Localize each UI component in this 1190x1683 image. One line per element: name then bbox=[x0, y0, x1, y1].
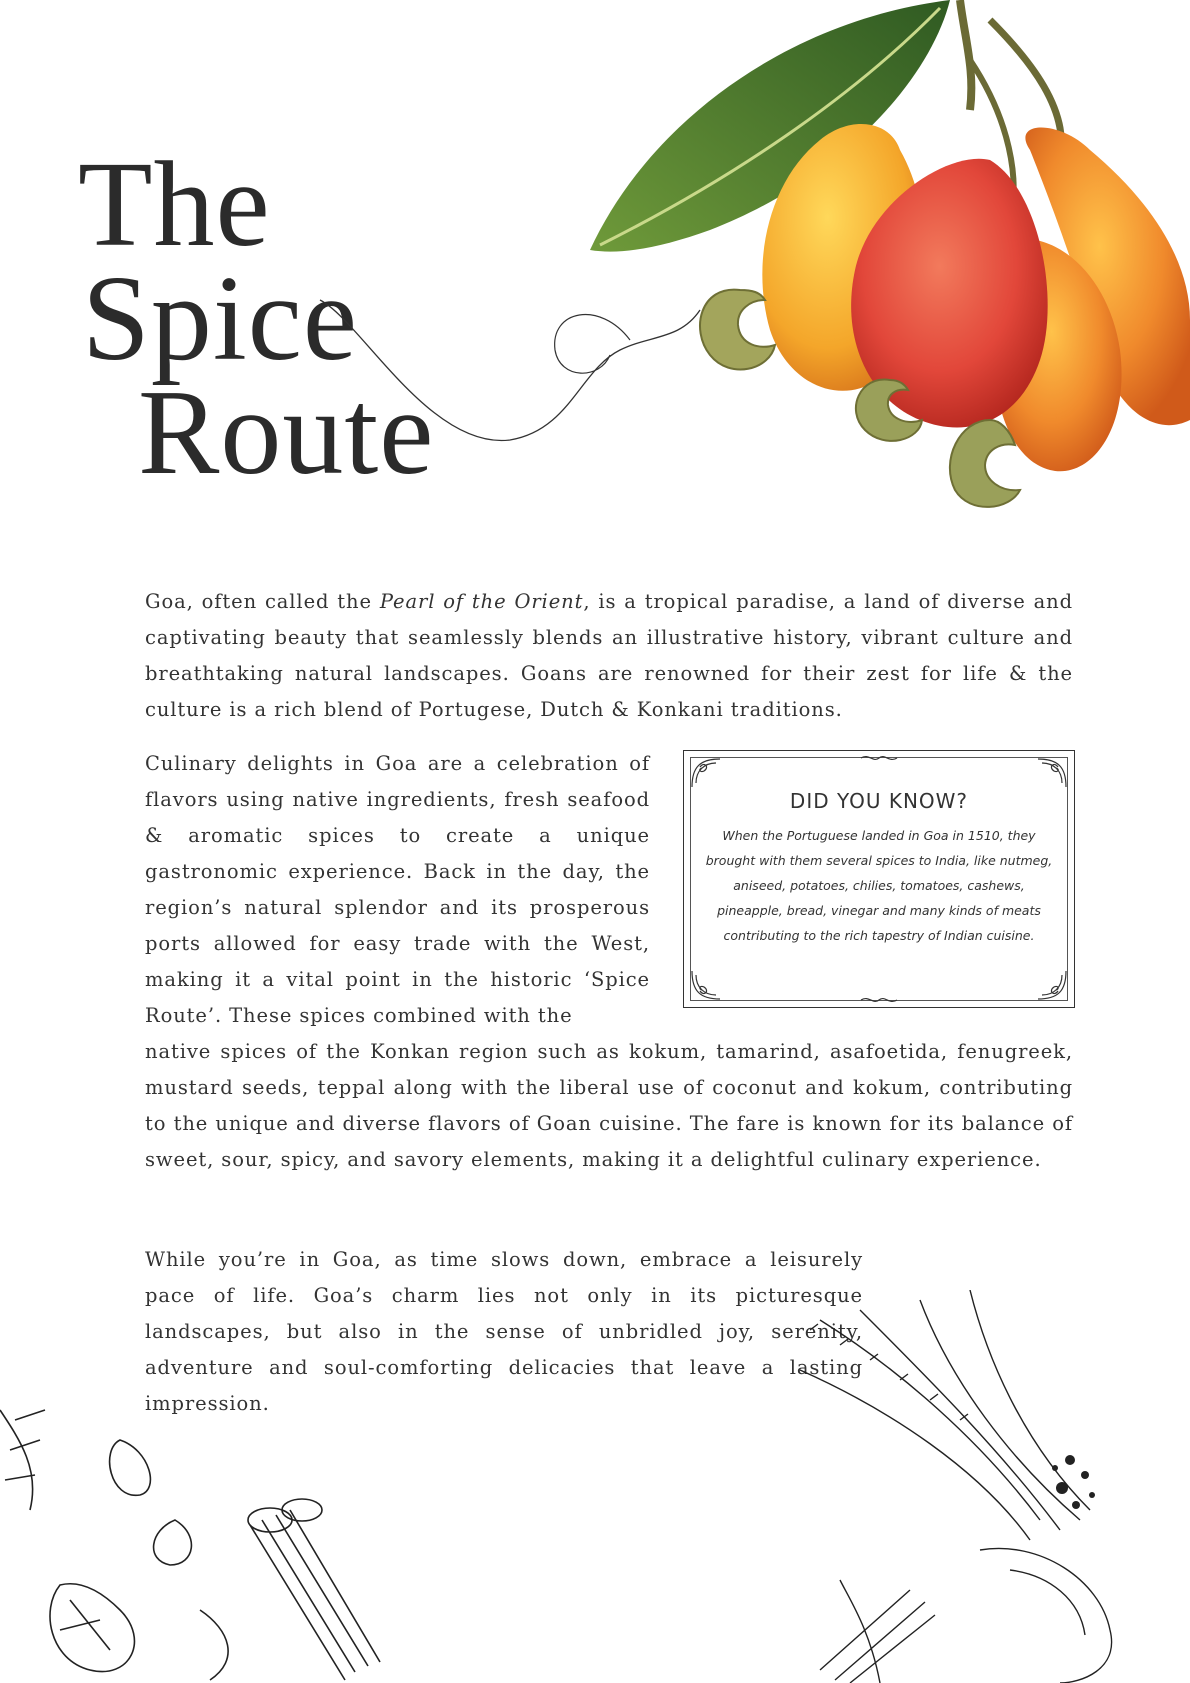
culinary-lead-text: Culinary delights in Goa are a celebration of flavors using native ingredients, fresh seafood & aromatic spices to create a unique gastronomic experience. Back in the day, the region’s natural splendor and its prosperous ports allowed for easy trade with the West, making it a vital point in the historic ‘Spice Route’. These spices combined with the bbox=[145, 752, 650, 1027]
intro-text-start: Goa, often called the bbox=[145, 590, 380, 613]
corner-ornament-icon bbox=[690, 757, 724, 791]
corner-ornament-icon bbox=[690, 967, 724, 1001]
title-line-2: Spice bbox=[82, 251, 359, 386]
intro-emphasis: Pearl of the Orient bbox=[379, 590, 584, 613]
fact-box-inner-border bbox=[690, 757, 1068, 1001]
title-line-3: Route bbox=[138, 365, 435, 500]
culinary-rest-text: native spices of the Konkan region such as kokum, tamarind, asafoetida, fenugreek, mustard seeds, teppal along with the liberal use of coconut and kokum, contributing to the unique and diverse flavors of Goan cuisine. The fare is known for its balance of sweet, sour, spicy, and savory elements, making it a delightful culinary experience. bbox=[145, 1040, 1073, 1171]
fact-box-text: When the Portuguese landed in Goa in 1510, they brought with them several spices to India, like nutmeg, aniseed, potatoes, chilies, tomatoes, cashews, pineapple, bread, vinegar and many kinds of meats contributing to the rich tapestry of Indian cuisine. bbox=[705, 828, 1053, 943]
closing-paragraph: While you’re in Goa, as time slows down, embrace a leisurely pace of life. Goa’s charm lies not only in its picturesque landscapes, but also in the sense of unbridled joy, serenity, adventure and soul-comforting delicacies that leave a lasting impression. bbox=[145, 1248, 863, 1415]
herb-sketch bbox=[780, 1290, 1190, 1683]
ornament-icon bbox=[859, 995, 899, 1005]
intro-paragraph bbox=[145, 584, 1073, 728]
title-line-1: The bbox=[78, 137, 271, 272]
cashew-fruit-illustration bbox=[590, 0, 1190, 540]
corner-ornament-icon bbox=[1034, 967, 1068, 1001]
corner-ornament-icon bbox=[1034, 757, 1068, 791]
intro-text-end: , is a tropical paradise, a land of diverse and captivating beauty that seamlessly blends an illustrative history, vibrant culture and breathtaking natural landscapes. Goans are renowned for their zest for life & the culture is a rich blend of Portugese, Dutch & Konkani traditions. bbox=[145, 590, 1073, 721]
ornament-icon bbox=[859, 753, 899, 763]
spice-sketch bbox=[0, 1380, 420, 1683]
did-you-know-box bbox=[683, 750, 1075, 1008]
fact-box-heading: DID YOU KNOW? bbox=[789, 789, 969, 813]
